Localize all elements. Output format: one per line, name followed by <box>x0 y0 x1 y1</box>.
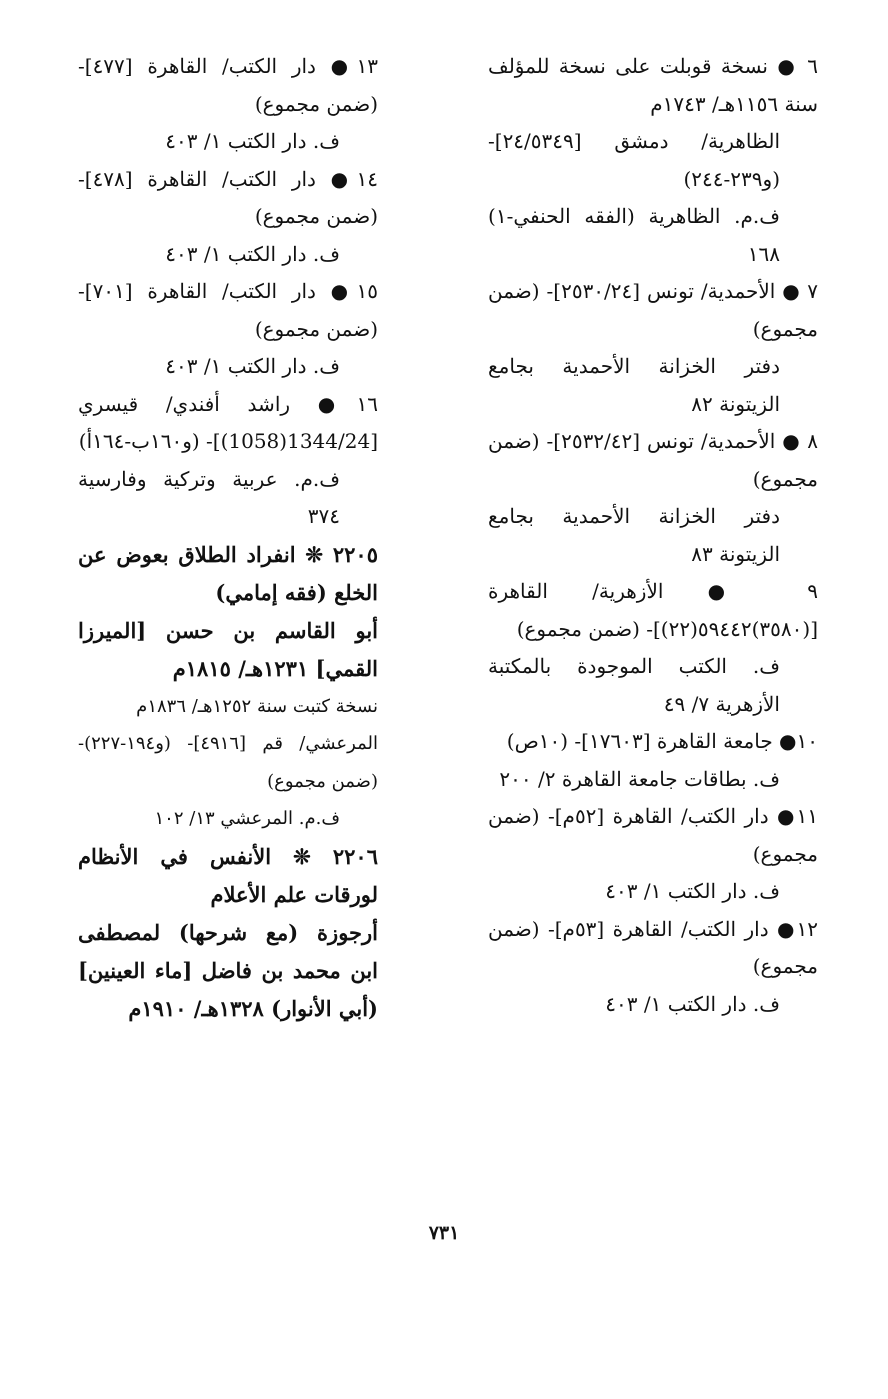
entry-10: ١٠● جامعة القاهرة [١٧٦٠٣]- (١٠ص) <box>506 729 818 753</box>
entry-14-catalog: ف. دار الكتب ١/ ٤٠٣ <box>165 241 340 266</box>
entry-7: ٧ ● الأحمدية/ تونس [٢٥٣٠/٢٤]- (ضمن مجموع) <box>488 279 818 341</box>
copy-note-2205: نسخة كتبت سنة ١٢٥٢هـ/ ١٨٣٦م <box>136 695 378 717</box>
author-2206: أرجوزة (مع شرحها) لمصطفى ابن محمد بن فاضل [ماء العينين] (أبي الأنوار) ١٣٢٨هـ/ ١٩١٠م <box>78 919 378 1021</box>
entry-12: ١٢● دار الكتب/ القاهرة [٥٣م]- (ضمن مجموع) <box>488 916 819 978</box>
location-2205: المرعشي/ قم [٤٩١٦]- (و١٩٤-٢٢٧)- (ضمن مجموع) <box>78 733 378 792</box>
entry-10-catalog: ف. بطاقات جامعة القاهرة ٢/ ٢٠٠ <box>499 766 780 791</box>
entry-7-catalog: دفتر الخزانة الأحمدية بجامع الزيتونة ٨٢ <box>488 354 780 416</box>
page-number: ٧٣١ <box>428 1222 460 1244</box>
author-2205: أبو القاسم بن حسن [الميرزا القمي] ١٢٣١هـ/ ١٨١٥م <box>78 617 378 681</box>
entry-16-catalog: ف.م. عربية وتركية وفارسية ٣٧٤ <box>78 466 340 528</box>
entry-15-catalog: ف. دار الكتب ١/ ٤٠٣ <box>165 354 340 378</box>
heading-2205: ٢٢٠٥ ❊ انفراد الطلاق بعوض عن الخلع (فقه إمامي) <box>78 541 378 605</box>
entry-16: ١٦● راشد أفندي/ قيسري [1344/24(1058)]- (و١٦٠ب-١٦٤أ) <box>78 391 378 453</box>
right-column <box>488 48 818 1023</box>
entry-12-catalog: ف. دار الكتب ١/ ٤٠٣ <box>605 991 780 1016</box>
entry-6-catalog: ف.م. الظاهرية (الفقه الحنفي-١) ١٦٨ <box>488 204 780 266</box>
entry-6-location: الظاهرية/ دمشق [٢٤/٥٣٤٩]- (و٢٣٩-٢٤٤) <box>488 129 780 191</box>
heading-2206: ٢٢٠٦ ❊ الأنفس في الأنظام لورقات علم الأعلام <box>78 843 378 907</box>
entry-13: ١٣● دار الكتب/ القاهرة [٤٧٧]- (ضمن مجموع) <box>78 54 378 116</box>
entry-9-catalog: ف. الكتب الموجودة بالمكتبة الأزهرية ٧/ ٤٩ <box>488 654 780 716</box>
entry-9: ٩ ● الأزهرية/ القاهرة [(٣٥٨٠)٥٩٤٤٢(٢٢)]- (ضمن مجموع) <box>488 579 818 641</box>
catalog-2205: ف.م. المرعشي ١٣/ ١٠٢ <box>154 808 340 829</box>
entry-14: ١٤● دار الكتب/ القاهرة [٤٧٨]- (ضمن مجموع) <box>78 166 378 228</box>
entry-15: ١٥● دار الكتب/ القاهرة [٧٠١]- (ضمن مجموع) <box>78 279 378 341</box>
entry-13-catalog: ف. دار الكتب ١/ ٤٠٣ <box>165 129 340 153</box>
entry-11: ١١● دار الكتب/ القاهرة [٥٢م]- (ضمن مجموع) <box>488 804 819 866</box>
entry-11-catalog: ف. دار الكتب ١/ ٤٠٣ <box>605 879 780 903</box>
entry-6: ٦ ● نسخة قوبلت على نسخة للمؤلف سنة ١١٥٦هـ/ ١٧٤٣م <box>488 54 818 116</box>
entry-8: ٨ ● الأحمدية/ تونس [٢٥٣٢/٤٢]- (ضمن مجموع) <box>488 429 818 491</box>
entry-8-catalog: دفتر الخزانة الأحمدية بجامع الزيتونة ٨٣ <box>488 504 780 566</box>
left-column <box>78 48 378 1028</box>
